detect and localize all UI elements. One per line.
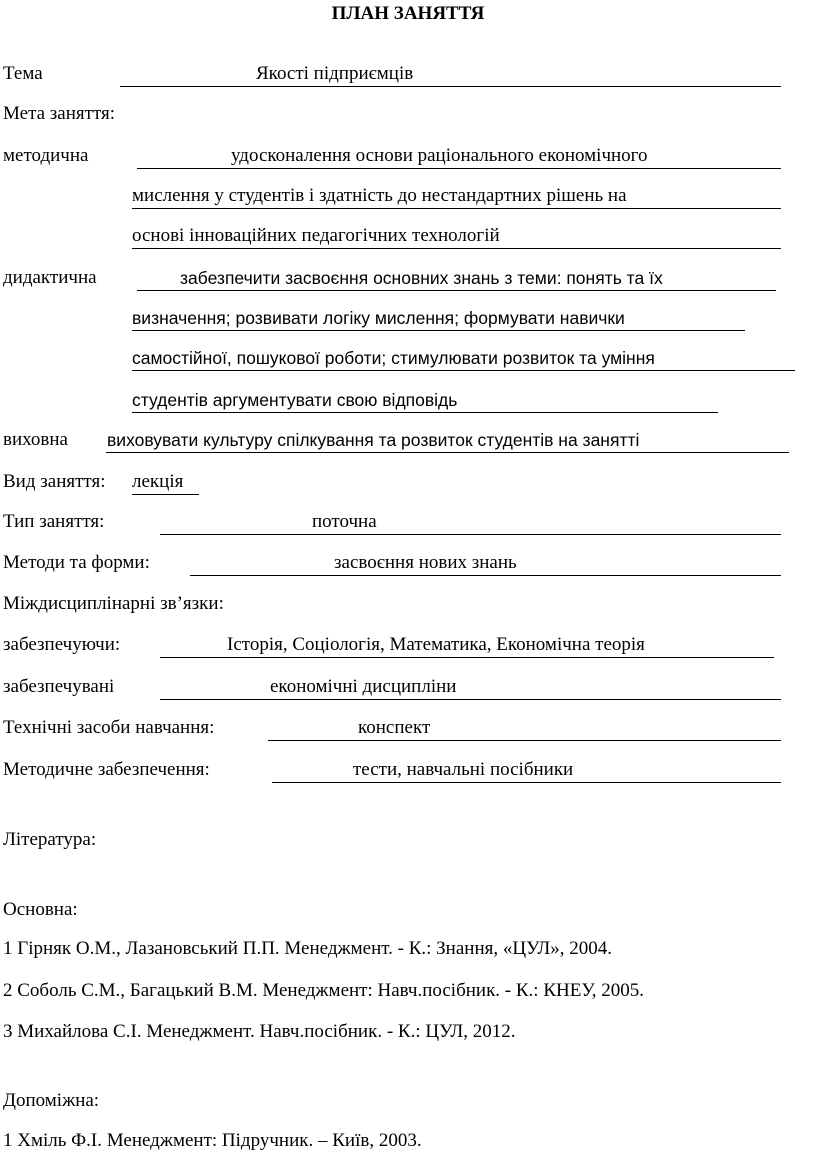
- topic-underline: [120, 62, 781, 87]
- reference-item: 2 Соболь С.М., Багацький В.М. Менеджмент: Навч.посібник. - К.: КНЕУ, 2005.: [3, 980, 644, 1001]
- didactic-line-3: самостійної, пошукової роботи; стимулювати розвиток та уміння: [132, 348, 655, 368]
- additional-literature-heading: Допоміжна:: [3, 1090, 100, 1111]
- reference-item: 1 Гірняк О.М., Лазановський П.П. Менеджмент. - К.: Знання, «ЦУЛ», 2004.: [3, 938, 613, 959]
- educational-label: виховна: [3, 429, 68, 450]
- methodical-label: методична: [3, 145, 89, 166]
- didactic-line-1: забезпечити засвоєння основних знань з теми: понять та їх: [180, 268, 663, 288]
- methodical-line-2: мислення у студентів і здатність до нестандартних рішень на: [132, 185, 627, 206]
- page-title: ПЛАН ЗАНЯТТЯ: [331, 3, 485, 24]
- provided-label: забезпечувані: [3, 676, 115, 697]
- reference-item: 1 Хміль Ф.І. Менеджмент: Підручник. – Київ, 2003.: [3, 1130, 422, 1151]
- technical-means-label: Технічні засоби навчання:: [3, 717, 215, 738]
- methodical-support-value: тести, навчальні посібники: [353, 759, 574, 780]
- topic-value: Якості підприємців: [256, 63, 414, 84]
- technical-means-underline: [268, 716, 781, 741]
- methods-label: Методи та форми:: [3, 552, 150, 573]
- methods-value: засвоєння нових знань: [334, 552, 517, 573]
- reference-item: 3 Михайлова С.І. Менеджмент. Навч.посібник. - К.: ЦУЛ, 2012.: [3, 1021, 516, 1042]
- methodical-line-3: основі інноваційних педагогічних технологій: [132, 225, 500, 246]
- didactic-line-2: визначення; розвивати логіку мислення; формувати навички: [132, 308, 625, 328]
- providing-label: забезпечуючи:: [3, 634, 121, 655]
- lesson-type-label: Тип заняття:: [3, 511, 105, 532]
- didactic-line-4: студентів аргументувати свою відповідь: [132, 390, 458, 410]
- provided-value: економічні дисципліни: [270, 676, 457, 697]
- lesson-type-underline: [160, 510, 781, 535]
- methodical-support-label: Методичне забезпечення:: [3, 759, 210, 780]
- lesson-kind-label: Вид заняття:: [3, 471, 106, 492]
- lesson-type-value: поточна: [312, 511, 377, 532]
- providing-value: Історія, Соціологія, Математика, Економічна теорія: [227, 634, 645, 655]
- interdisciplinary-label: Міждисциплінарні зв’язки:: [3, 593, 224, 614]
- goal-label: Мета заняття:: [3, 103, 116, 124]
- topic-label: Тема: [3, 63, 43, 84]
- main-literature-heading: Основна:: [3, 899, 78, 920]
- provided-underline: [160, 675, 781, 700]
- lesson-kind-value: лекція: [132, 471, 184, 492]
- literature-heading: Література:: [3, 829, 97, 850]
- technical-means-value: конспект: [358, 717, 431, 738]
- educational-value: виховувати культуру спілкування та розвиток студентів на занятті: [107, 430, 640, 450]
- didactic-label: дидактична: [3, 267, 97, 288]
- methodical-line-1: удосконалення основи раціонального економічного: [231, 145, 648, 166]
